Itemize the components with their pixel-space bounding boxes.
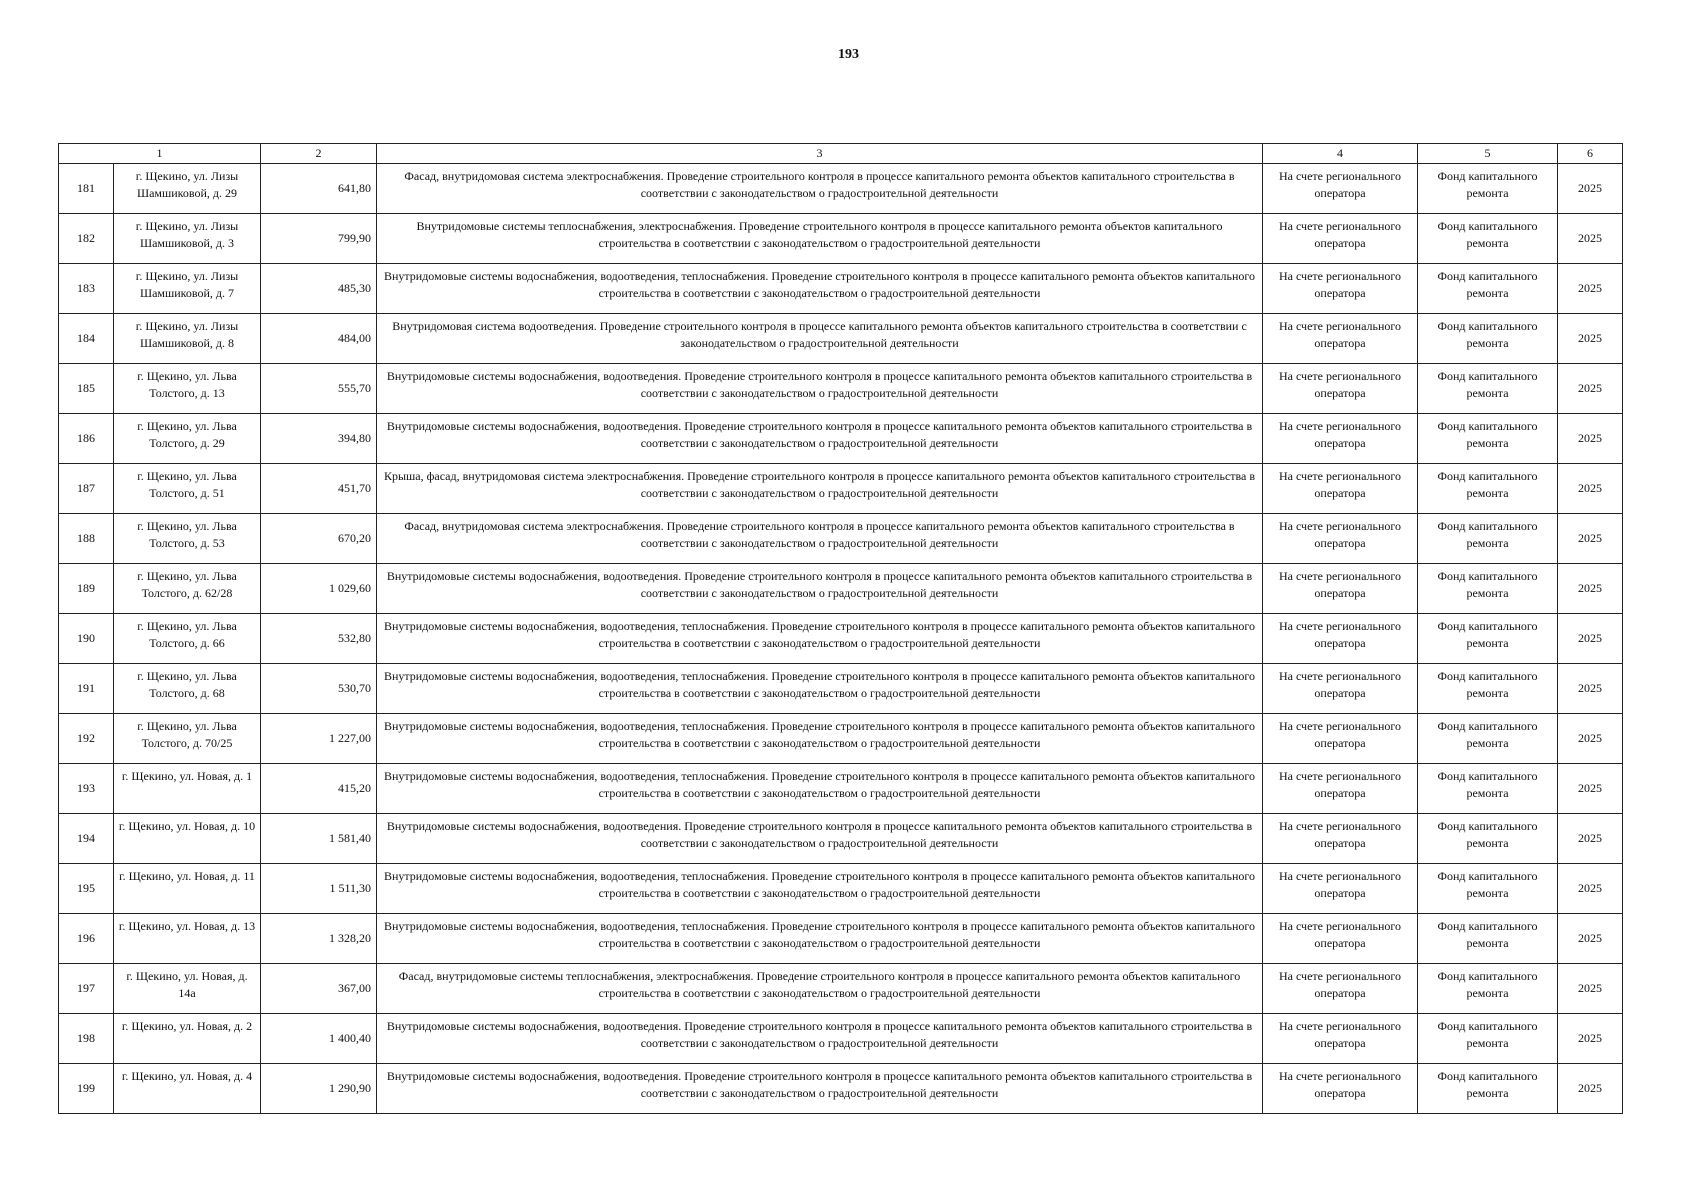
works-description-cell: Внутридомовые системы теплоснабжения, электроснабжения. Проведение строительного контроля в процессе капитального ремонта объектов капитального строительства в соответствии с законодательством о градостроительной деятельности bbox=[377, 214, 1263, 264]
row-number-cell: 189 bbox=[59, 564, 114, 614]
works-description-cell: Крыша, фасад, внутридомовая система электроснабжения. Проведение строительного контроля в процессе капитального ремонта объектов капитального строительства в соответствии с законодательством о градостроительной деятельности bbox=[377, 464, 1263, 514]
address-cell: г. Щекино, ул. Льва Толстого, д. 51 bbox=[114, 464, 261, 514]
funding-source-cell: Фонд капитального ремонта bbox=[1418, 614, 1558, 664]
table-row bbox=[59, 364, 1623, 414]
address-cell: г. Щекино, ул. Льва Толстого, д. 70/25 bbox=[114, 714, 261, 764]
address-cell: г. Щекино, ул. Льва Толстого, д. 68 bbox=[114, 664, 261, 714]
row-number-cell: 184 bbox=[59, 314, 114, 364]
table-row bbox=[59, 964, 1623, 1014]
address-cell: г. Щекино, ул. Льва Толстого, д. 62/28 bbox=[114, 564, 261, 614]
funding-source-cell: Фонд капитального ремонта bbox=[1418, 714, 1558, 764]
address-cell: г. Щекино, ул. Новая, д. 4 bbox=[114, 1064, 261, 1114]
address-cell: г. Щекино, ул. Новая, д. 10 bbox=[114, 814, 261, 864]
row-number-cell: 192 bbox=[59, 714, 114, 764]
table-row bbox=[59, 864, 1623, 914]
year-cell: 2025 bbox=[1558, 414, 1623, 464]
table-row bbox=[59, 464, 1623, 514]
row-number-cell: 181 bbox=[59, 164, 114, 214]
cost-cell: 530,70 bbox=[261, 664, 377, 714]
row-number-cell: 197 bbox=[59, 964, 114, 1014]
address-cell: г. Щекино, ул. Лизы Шамшиковой, д. 29 bbox=[114, 164, 261, 214]
row-number-cell: 188 bbox=[59, 514, 114, 564]
cost-cell: 1 511,30 bbox=[261, 864, 377, 914]
table-row bbox=[59, 564, 1623, 614]
account-method-cell: На счете регионального оператора bbox=[1263, 964, 1418, 1014]
year-cell: 2025 bbox=[1558, 664, 1623, 714]
funding-source-cell: Фонд капитального ремонта bbox=[1418, 1064, 1558, 1114]
cost-cell: 641,80 bbox=[261, 164, 377, 214]
year-cell: 2025 bbox=[1558, 714, 1623, 764]
funding-source-cell: Фонд капитального ремонта bbox=[1418, 1014, 1558, 1064]
account-method-cell: На счете регионального оператора bbox=[1263, 714, 1418, 764]
works-description-cell: Фасад, внутридомовая система электроснабжения. Проведение строительного контроля в процессе капитального ремонта объектов капитального строительства в соответствии с законодательством о градостроительной деятельности bbox=[377, 164, 1263, 214]
address-cell: г. Щекино, ул. Новая, д. 13 bbox=[114, 914, 261, 964]
cost-cell: 1 227,00 bbox=[261, 714, 377, 764]
account-method-cell: На счете регионального оператора bbox=[1263, 1014, 1418, 1064]
column-header-1: 1 bbox=[59, 144, 261, 164]
funding-source-cell: Фонд капитального ремонта bbox=[1418, 964, 1558, 1014]
account-method-cell: На счете регионального оператора bbox=[1263, 514, 1418, 564]
table-row bbox=[59, 764, 1623, 814]
cost-cell: 1 328,20 bbox=[261, 914, 377, 964]
account-method-cell: На счете регионального оператора bbox=[1263, 414, 1418, 464]
funding-source-cell: Фонд капитального ремонта bbox=[1418, 664, 1558, 714]
year-cell: 2025 bbox=[1558, 314, 1623, 364]
row-number-cell: 196 bbox=[59, 914, 114, 964]
works-description-cell: Внутридомовые системы водоснабжения, водоотведения, теплоснабжения. Проведение строительного контроля в процессе капитального ремонта объектов капитального строительства в соответствии с законодательством о градостроительной деятельности bbox=[377, 714, 1263, 764]
cost-cell: 451,70 bbox=[261, 464, 377, 514]
cost-cell: 1 581,40 bbox=[261, 814, 377, 864]
table-body bbox=[59, 164, 1623, 1114]
works-description-cell: Внутридомовые системы водоснабжения, водоотведения. Проведение строительного контроля в процессе капитального ремонта объектов капитального строительства в соответствии с законодательством о градостроительной деятельности bbox=[377, 1064, 1263, 1114]
table-row bbox=[59, 664, 1623, 714]
year-cell: 2025 bbox=[1558, 264, 1623, 314]
row-number-cell: 186 bbox=[59, 414, 114, 464]
funding-source-cell: Фонд капитального ремонта bbox=[1418, 514, 1558, 564]
funding-source-cell: Фонд капитального ремонта bbox=[1418, 814, 1558, 864]
works-description-cell: Внутридомовые системы водоснабжения, водоотведения, теплоснабжения. Проведение строительного контроля в процессе капитального ремонта объектов капитального строительства в соответствии с законодательством о градостроительной деятельности bbox=[377, 264, 1263, 314]
table-row bbox=[59, 714, 1623, 764]
address-cell: г. Щекино, ул. Новая, д. 1 bbox=[114, 764, 261, 814]
funding-source-cell: Фонд капитального ремонта bbox=[1418, 464, 1558, 514]
cost-cell: 670,20 bbox=[261, 514, 377, 564]
account-method-cell: На счете регионального оператора bbox=[1263, 1064, 1418, 1114]
account-method-cell: На счете регионального оператора bbox=[1263, 314, 1418, 364]
funding-source-cell: Фонд капитального ремонта bbox=[1418, 264, 1558, 314]
account-method-cell: На счете регионального оператора bbox=[1263, 664, 1418, 714]
table-row bbox=[59, 164, 1623, 214]
year-cell: 2025 bbox=[1558, 164, 1623, 214]
year-cell: 2025 bbox=[1558, 914, 1623, 964]
column-header-5: 5 bbox=[1418, 144, 1558, 164]
row-number-cell: 183 bbox=[59, 264, 114, 314]
year-cell: 2025 bbox=[1558, 964, 1623, 1014]
row-number-cell: 182 bbox=[59, 214, 114, 264]
funding-source-cell: Фонд капитального ремонта bbox=[1418, 764, 1558, 814]
table-row bbox=[59, 914, 1623, 964]
cost-cell: 415,20 bbox=[261, 764, 377, 814]
year-cell: 2025 bbox=[1558, 814, 1623, 864]
row-number-cell: 190 bbox=[59, 614, 114, 664]
row-number-cell: 195 bbox=[59, 864, 114, 914]
year-cell: 2025 bbox=[1558, 614, 1623, 664]
works-description-cell: Фасад, внутридомовые системы теплоснабжения, электроснабжения. Проведение строительного контроля в процессе капитального ремонта объектов капитального строительства в соответствии с законодательством о градостроительной деятельности bbox=[377, 964, 1263, 1014]
works-description-cell: Внутридомовые системы водоснабжения, водоотведения, теплоснабжения. Проведение строительного контроля в процессе капитального ремонта объектов капитального строительства в соответствии с законодательством о градостроительной деятельности bbox=[377, 864, 1263, 914]
account-method-cell: На счете регионального оператора bbox=[1263, 214, 1418, 264]
column-header-3: 3 bbox=[377, 144, 1263, 164]
address-cell: г. Щекино, ул. Лизы Шамшиковой, д. 8 bbox=[114, 314, 261, 364]
table-row bbox=[59, 814, 1623, 864]
works-description-cell: Внутридомовые системы водоснабжения, водоотведения. Проведение строительного контроля в процессе капитального ремонта объектов капитального строительства в соответствии с законодательством о градостроительной деятельности bbox=[377, 814, 1263, 864]
address-cell: г. Щекино, ул. Новая, д. 14а bbox=[114, 964, 261, 1014]
address-cell: г. Щекино, ул. Льва Толстого, д. 66 bbox=[114, 614, 261, 664]
account-method-cell: На счете регионального оператора bbox=[1263, 764, 1418, 814]
cost-cell: 484,00 bbox=[261, 314, 377, 364]
funding-source-cell: Фонд капитального ремонта bbox=[1418, 914, 1558, 964]
table-row bbox=[59, 414, 1623, 464]
year-cell: 2025 bbox=[1558, 364, 1623, 414]
works-description-cell: Фасад, внутридомовая система электроснабжения. Проведение строительного контроля в процессе капитального ремонта объектов капитального строительства в соответствии с законодательством о градостроительной деятельности bbox=[377, 514, 1263, 564]
repair-plan-table bbox=[58, 143, 1623, 1114]
row-number-cell: 187 bbox=[59, 464, 114, 514]
table-row bbox=[59, 314, 1623, 364]
account-method-cell: На счете регионального оператора bbox=[1263, 814, 1418, 864]
account-method-cell: На счете регионального оператора bbox=[1263, 864, 1418, 914]
account-method-cell: На счете регионального оператора bbox=[1263, 614, 1418, 664]
table-row bbox=[59, 1064, 1623, 1114]
account-method-cell: На счете регионального оператора bbox=[1263, 464, 1418, 514]
year-cell: 2025 bbox=[1558, 214, 1623, 264]
table-header-row bbox=[59, 144, 1623, 164]
table-row bbox=[59, 614, 1623, 664]
table-row bbox=[59, 264, 1623, 314]
funding-source-cell: Фонд капитального ремонта bbox=[1418, 564, 1558, 614]
year-cell: 2025 bbox=[1558, 514, 1623, 564]
cost-cell: 799,90 bbox=[261, 214, 377, 264]
works-description-cell: Внутридомовые системы водоснабжения, водоотведения, теплоснабжения. Проведение строительного контроля в процессе капитального ремонта объектов капитального строительства в соответствии с законодательством о градостроительной деятельности bbox=[377, 614, 1263, 664]
works-description-cell: Внутридомовые системы водоснабжения, водоотведения, теплоснабжения. Проведение строительного контроля в процессе капитального ремонта объектов капитального строительства в соответствии с законодательством о градостроительной деятельности bbox=[377, 664, 1263, 714]
column-header-6: 6 bbox=[1558, 144, 1623, 164]
cost-cell: 485,30 bbox=[261, 264, 377, 314]
cost-cell: 367,00 bbox=[261, 964, 377, 1014]
row-number-cell: 199 bbox=[59, 1064, 114, 1114]
works-description-cell: Внутридомовые системы водоснабжения, водоотведения. Проведение строительного контроля в процессе капитального ремонта объектов капитального строительства в соответствии с законодательством о градостроительной деятельности bbox=[377, 1014, 1263, 1064]
cost-cell: 394,80 bbox=[261, 414, 377, 464]
address-cell: г. Щекино, ул. Льва Толстого, д. 53 bbox=[114, 514, 261, 564]
funding-source-cell: Фонд капитального ремонта bbox=[1418, 214, 1558, 264]
account-method-cell: На счете регионального оператора bbox=[1263, 264, 1418, 314]
year-cell: 2025 bbox=[1558, 464, 1623, 514]
funding-source-cell: Фонд капитального ремонта bbox=[1418, 314, 1558, 364]
page-number: 193 bbox=[838, 47, 859, 62]
address-cell: г. Щекино, ул. Льва Толстого, д. 13 bbox=[114, 364, 261, 414]
row-number-cell: 198 bbox=[59, 1014, 114, 1064]
row-number-cell: 194 bbox=[59, 814, 114, 864]
row-number-cell: 185 bbox=[59, 364, 114, 414]
table-row bbox=[59, 214, 1623, 264]
address-cell: г. Щекино, ул. Лизы Шамшиковой, д. 7 bbox=[114, 264, 261, 314]
table-row bbox=[59, 514, 1623, 564]
address-cell: г. Щекино, ул. Новая, д. 2 bbox=[114, 1014, 261, 1064]
account-method-cell: На счете регионального оператора bbox=[1263, 164, 1418, 214]
row-number-cell: 191 bbox=[59, 664, 114, 714]
funding-source-cell: Фонд капитального ремонта bbox=[1418, 864, 1558, 914]
account-method-cell: На счете регионального оператора bbox=[1263, 564, 1418, 614]
cost-cell: 1 029,60 bbox=[261, 564, 377, 614]
address-cell: г. Щекино, ул. Лизы Шамшиковой, д. 3 bbox=[114, 214, 261, 264]
year-cell: 2025 bbox=[1558, 864, 1623, 914]
works-description-cell: Внутридомовая система водоотведения. Проведение строительного контроля в процессе капитального ремонта объектов капитального строительства в соответствии с законодательством о градостроительной деятельности bbox=[377, 314, 1263, 364]
address-cell: г. Щекино, ул. Новая, д. 11 bbox=[114, 864, 261, 914]
funding-source-cell: Фонд капитального ремонта bbox=[1418, 414, 1558, 464]
funding-source-cell: Фонд капитального ремонта bbox=[1418, 364, 1558, 414]
year-cell: 2025 bbox=[1558, 1064, 1623, 1114]
year-cell: 2025 bbox=[1558, 1014, 1623, 1064]
works-description-cell: Внутридомовые системы водоснабжения, водоотведения, теплоснабжения. Проведение строительного контроля в процессе капитального ремонта объектов капитального строительства в соответствии с законодательством о градостроительной деятельности bbox=[377, 914, 1263, 964]
column-header-2: 2 bbox=[261, 144, 377, 164]
account-method-cell: На счете регионального оператора bbox=[1263, 364, 1418, 414]
column-header-4: 4 bbox=[1263, 144, 1418, 164]
works-description-cell: Внутридомовые системы водоснабжения, водоотведения, теплоснабжения. Проведение строительного контроля в процессе капитального ремонта объектов капитального строительства в соответствии с законодательством о градостроительной деятельности bbox=[377, 764, 1263, 814]
row-number-cell: 193 bbox=[59, 764, 114, 814]
cost-cell: 532,80 bbox=[261, 614, 377, 664]
account-method-cell: На счете регионального оператора bbox=[1263, 914, 1418, 964]
cost-cell: 1 400,40 bbox=[261, 1014, 377, 1064]
works-description-cell: Внутридомовые системы водоснабжения, водоотведения. Проведение строительного контроля в процессе капитального ремонта объектов капитального строительства в соответствии с законодательством о градостроительной деятельности bbox=[377, 564, 1263, 614]
cost-cell: 1 290,90 bbox=[261, 1064, 377, 1114]
address-cell: г. Щекино, ул. Льва Толстого, д. 29 bbox=[114, 414, 261, 464]
funding-source-cell: Фонд капитального ремонта bbox=[1418, 164, 1558, 214]
cost-cell: 555,70 bbox=[261, 364, 377, 414]
works-description-cell: Внутридомовые системы водоснабжения, водоотведения. Проведение строительного контроля в процессе капитального ремонта объектов капитального строительства в соответствии с законодательством о градостроительной деятельности bbox=[377, 414, 1263, 464]
table-row bbox=[59, 1014, 1623, 1064]
year-cell: 2025 bbox=[1558, 764, 1623, 814]
works-description-cell: Внутридомовые системы водоснабжения, водоотведения. Проведение строительного контроля в процессе капитального ремонта объектов капитального строительства в соответствии с законодательством о градостроительной деятельности bbox=[377, 364, 1263, 414]
year-cell: 2025 bbox=[1558, 564, 1623, 614]
